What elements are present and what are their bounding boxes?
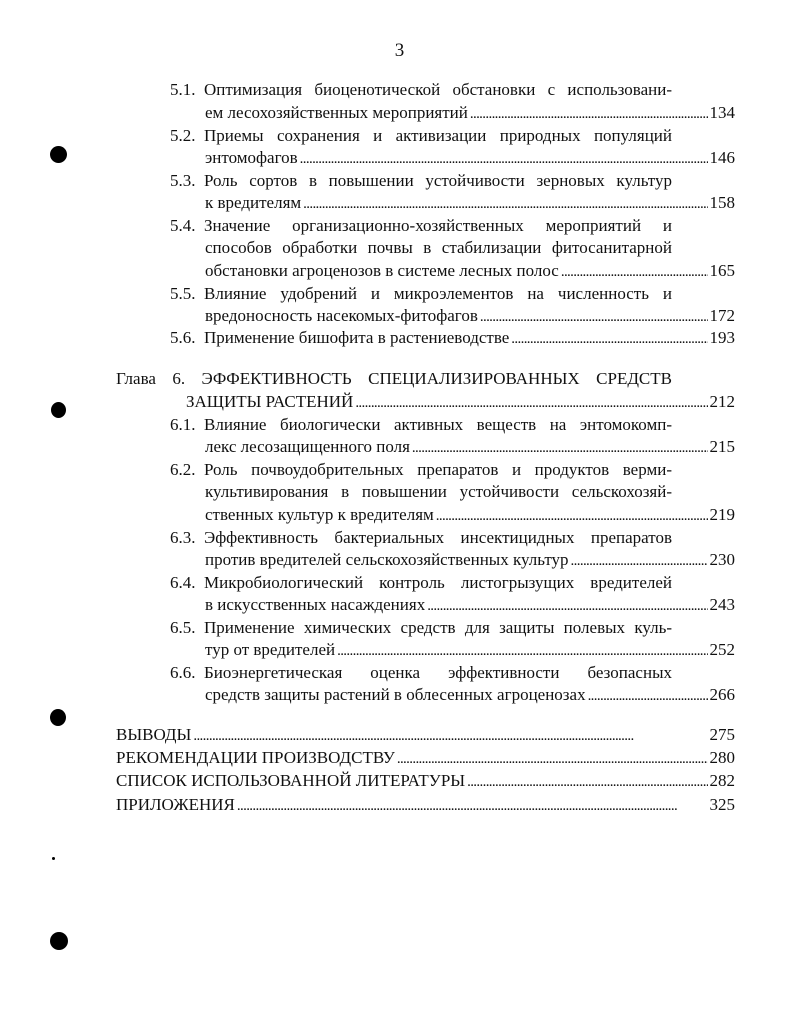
- dot-leader: [511, 327, 707, 350]
- toc-entry-6-1-line-1: [170, 414, 672, 436]
- punch-hole-mark: [50, 709, 66, 726]
- toc-entry-5-4-line-1: [170, 215, 672, 237]
- toc-entry-6-4-line-1: [170, 572, 672, 594]
- toc-entry-6-4-page: 243: [709, 595, 735, 614]
- toc-entry-6-1-title-cont: лекс лесозащищенного поля: [205, 437, 410, 456]
- toc-entry-appendices[interactable]: [116, 794, 735, 816]
- toc-entry-6-2-line-1: [170, 459, 672, 481]
- toc-entry-6-3-number: 6.3.: [170, 528, 196, 547]
- dot-leader: [193, 724, 707, 747]
- toc-entry-6-6-title-cont: средств защиты растений в облесенных агроценозах: [205, 685, 586, 704]
- toc-entry-recommendations[interactable]: [116, 747, 735, 769]
- toc-entry-5-4-title-cont: способов обработки почвы в стабилизации фитосанитарной: [205, 238, 672, 257]
- toc-entry-5-6[interactable]: [170, 327, 735, 349]
- toc-entry-6-3-page: 230: [709, 550, 735, 569]
- dot-leader: [561, 260, 708, 283]
- toc-entry-references-page: 282: [709, 771, 735, 790]
- toc-entry-5-4-page: 165: [709, 261, 735, 280]
- toc-entry-6-2-number: 6.2.: [170, 460, 196, 479]
- toc-entry-6-6-line-1: [170, 662, 672, 684]
- punch-hole-mark: [50, 932, 68, 950]
- toc-entry-6-5-line-2[interactable]: [205, 639, 735, 661]
- toc-entry-5-4-line-3[interactable]: [205, 260, 735, 282]
- toc-entry-5-4-title: Значение организационно-хозяйственных мероприятий и: [204, 216, 672, 235]
- toc-entry-5-5-number: 5.5.: [170, 284, 196, 303]
- toc-entry-6-3-line-1: [170, 527, 672, 549]
- toc-entry-appendices-title: ПРИЛОЖЕНИЯ: [116, 795, 235, 814]
- punch-hole-mark: [51, 402, 66, 418]
- toc-entry-recommendations-page: 280: [709, 748, 735, 767]
- toc-entry-5-2-line-2[interactable]: [205, 147, 735, 169]
- dot-leader: [480, 305, 708, 328]
- dot-leader: [300, 147, 708, 170]
- toc-entry-5-2-title-cont: энтомофагов: [205, 148, 298, 167]
- toc-entry-5-4-number: 5.4.: [170, 216, 196, 235]
- toc-entry-5-6-page: 193: [709, 328, 735, 347]
- toc-entry-5-5-page: 172: [709, 306, 735, 325]
- page-number: 3: [394, 40, 405, 61]
- dot-leader: [355, 391, 707, 414]
- dot-leader: [427, 594, 707, 617]
- toc-entry-5-5-title-cont: вредоносность насекомых-фитофагов: [205, 306, 478, 325]
- toc-entry-references-title: СПИСОК ИСПОЛЬЗОВАННОЙ ЛИТЕРАТУРЫ: [116, 771, 466, 790]
- toc-entry-6-3-line-2[interactable]: [205, 549, 735, 571]
- toc-entry-6-2-line-3[interactable]: [205, 504, 735, 526]
- toc-chapter-6-title: Глава 6. ЭФФЕКТИВНОСТЬ СПЕЦИАЛИЗИРОВАННЫХ СРЕДСТВ: [116, 369, 672, 388]
- toc-entry-5-4-title-end: обстановки агроценозов в системе лесных полос: [205, 261, 559, 280]
- toc-entry-6-5-title-cont: тур от вредителей: [205, 640, 336, 659]
- toc-chapter-6-line-2[interactable]: [186, 391, 735, 413]
- toc-entry-6-5-title: Применение химических средств для защиты полевых куль-: [204, 618, 672, 637]
- toc-entry-5-6-title: Применение бишофита в растениеводстве: [204, 328, 510, 347]
- toc-entry-6-5-line-1: [170, 617, 672, 639]
- dot-leader: [467, 770, 707, 793]
- toc-entry-6-3-title: Эффективность бактериальных инсектицидных препаратов: [204, 528, 672, 547]
- toc-entry-5-4-line-2: [205, 237, 672, 259]
- toc-entry-6-6-number: 6.6.: [170, 663, 196, 682]
- toc-entry-conclusions-page: 275: [709, 725, 735, 744]
- toc-entry-5-1-line-1: [170, 79, 672, 101]
- toc-entry-5-5-title: Влияние удобрений и микроэлементов на численность и: [204, 284, 672, 303]
- toc-entry-recommendations-title: РЕКОМЕНДАЦИИ ПРОИЗВОДСТВУ: [116, 748, 395, 767]
- toc-entry-6-4-title: Микробиологический контроль листогрызущих вредителей: [204, 573, 672, 592]
- dot-leader: [436, 504, 708, 527]
- toc-entry-5-1-title-cont: ем лесохозяйственных мероприятий: [205, 103, 468, 122]
- toc-entry-5-1-page: 134: [709, 103, 735, 122]
- toc-entry-6-4-title-cont: в искусственных насаждениях: [205, 595, 426, 614]
- toc-entry-5-3-line-1: [170, 170, 672, 192]
- toc-entry-references[interactable]: [116, 770, 735, 792]
- toc-entry-5-2-line-1: [170, 125, 672, 147]
- toc-entry-6-4-number: 6.4.: [170, 573, 196, 592]
- dot-leader: [588, 684, 708, 707]
- toc-entry-conclusions-title: ВЫВОДЫ: [116, 725, 192, 744]
- toc-entry-6-6-page: 266: [709, 685, 735, 704]
- dot-leader: [470, 102, 708, 125]
- dot-leader: [337, 639, 707, 662]
- toc-entry-6-3-title-cont: против вредителей сельскохозяйственных культур: [205, 550, 569, 569]
- toc-entry-6-2-title-end: ственных культур к вредителям: [205, 505, 434, 524]
- toc-entry-6-2-title: Роль почвоудобрительных препаратов и продуктов верми-: [204, 460, 672, 479]
- toc-chapter-6-title-cont: ЗАЩИТЫ РАСТЕНИЙ: [186, 392, 354, 411]
- toc-entry-6-1-number: 6.1.: [170, 415, 196, 434]
- toc-entry-appendices-page: 325: [709, 795, 735, 814]
- toc-entry-conclusions[interactable]: [116, 724, 735, 746]
- toc-entry-6-6-title: Биоэнергетическая оценка эффективности безопасных: [204, 663, 672, 682]
- scan-speck: [52, 857, 55, 860]
- toc-entry-5-3-page: 158: [709, 193, 735, 212]
- toc-chapter-6-line-1: [116, 368, 672, 390]
- toc-entry-6-2-page: 219: [709, 505, 735, 524]
- toc-entry-5-3-title: Роль сортов в повышении устойчивости зерновых культур: [204, 171, 672, 190]
- toc-entry-6-4-line-2[interactable]: [205, 594, 735, 616]
- toc-entry-5-1-number: 5.1.: [170, 80, 196, 99]
- toc-entry-6-2-line-2: [205, 481, 672, 503]
- toc-entry-5-1-line-2[interactable]: [205, 102, 735, 124]
- toc-entry-6-5-number: 6.5.: [170, 618, 196, 637]
- toc-entry-6-2-title-cont: культивирования в повышении устойчивости сельскохозяй-: [205, 482, 672, 501]
- toc-chapter-6-page: 212: [709, 392, 735, 411]
- toc-entry-5-1-title: Оптимизация биоценотической обстановки с использовани-: [204, 80, 672, 99]
- toc-entry-5-6-number: 5.6.: [170, 328, 196, 347]
- toc-entry-6-1-page: 215: [709, 437, 735, 456]
- toc-entry-5-2-page: 146: [709, 148, 735, 167]
- dot-leader: [397, 747, 708, 770]
- punch-hole-mark: [50, 146, 67, 163]
- toc-entry-6-5-page: 252: [709, 640, 735, 659]
- toc-entry-5-2-number: 5.2.: [170, 126, 196, 145]
- toc-entry-5-5-line-2[interactable]: [205, 305, 735, 327]
- toc-entry-5-2-title: Приемы сохранения и активизации природных популяций: [204, 126, 672, 145]
- dot-leader: [571, 549, 708, 572]
- dot-leader: [237, 794, 708, 817]
- toc-entry-5-3-line-2[interactable]: [205, 192, 735, 214]
- toc-entry-6-1-title: Влияние биологически активных веществ на энтомокомп-: [204, 415, 672, 434]
- toc-entry-6-6-line-2[interactable]: [205, 684, 735, 706]
- toc-entry-5-3-number: 5.3.: [170, 171, 196, 190]
- dot-leader: [303, 192, 707, 215]
- dot-leader: [412, 436, 708, 459]
- toc-entry-6-1-line-2[interactable]: [205, 436, 735, 458]
- toc-entry-5-5-line-1: [170, 283, 672, 305]
- toc-entry-5-3-title-cont: к вредителям: [205, 193, 302, 212]
